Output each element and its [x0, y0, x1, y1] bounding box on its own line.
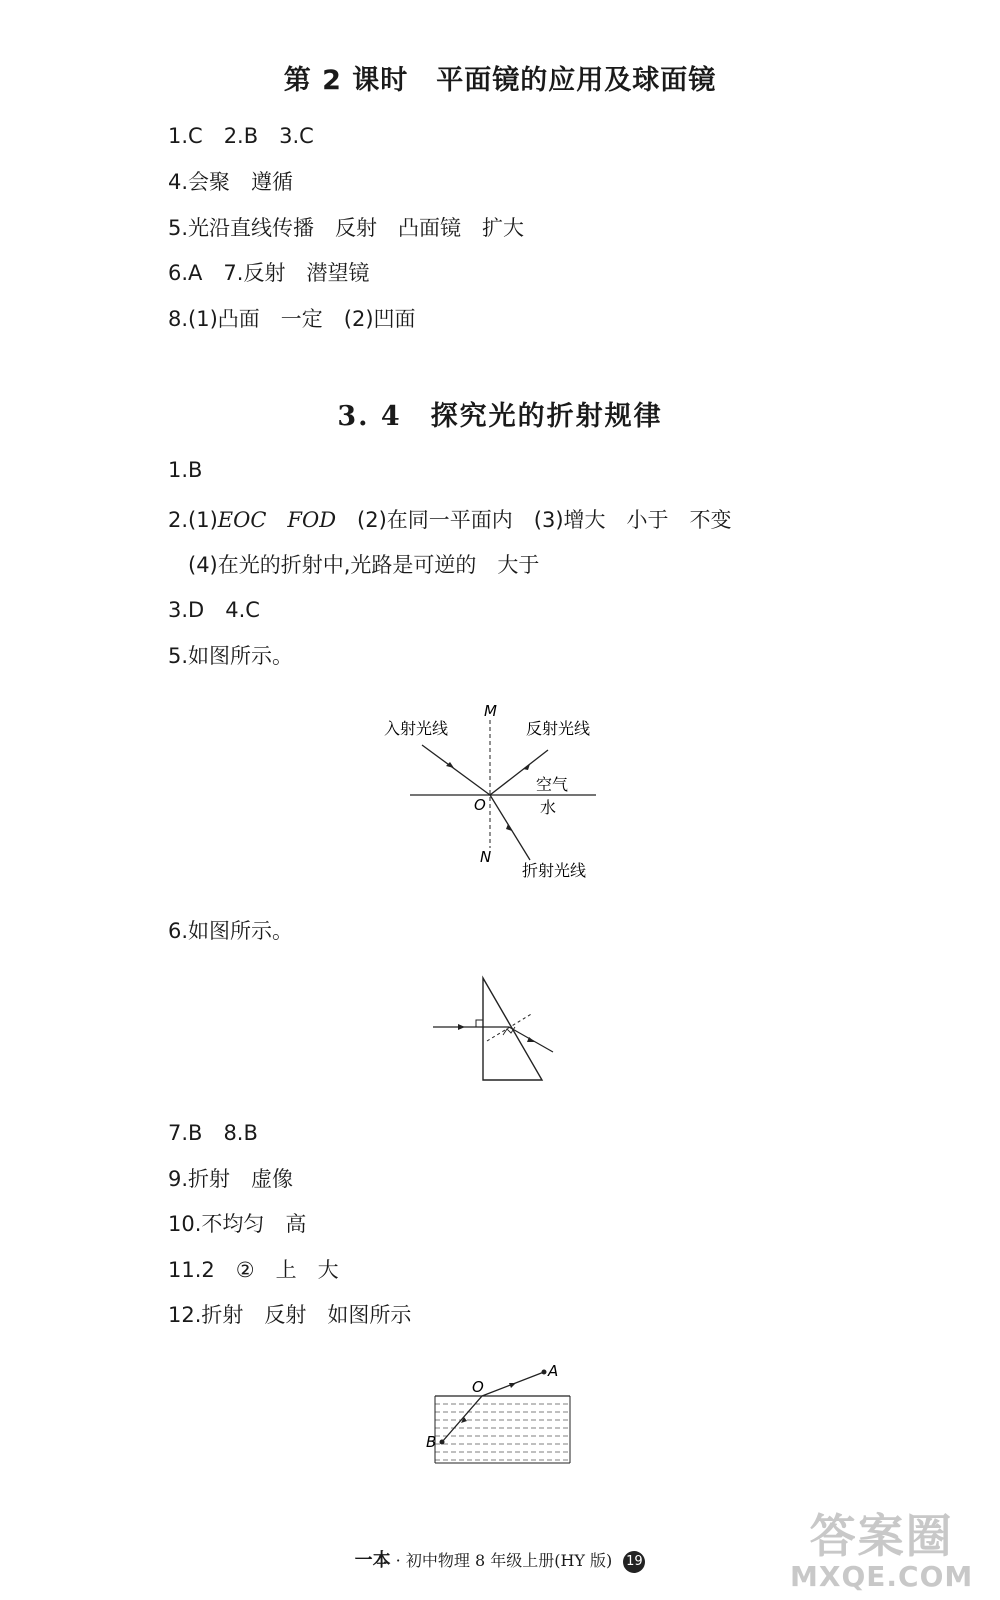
- right-angle-mark: [476, 1020, 483, 1027]
- label-a: A: [548, 1362, 559, 1380]
- label-air: 空气: [536, 775, 569, 794]
- watermark-top: 答案圈: [809, 1509, 954, 1563]
- reflected-arrow: [523, 764, 530, 770]
- answer-1: 1.B: [168, 458, 203, 482]
- incident-ray: [422, 745, 490, 795]
- point-b: [440, 1440, 445, 1445]
- label-reflected-ray: 反射光线: [526, 719, 591, 738]
- footer-dot: ·: [395, 1551, 401, 1570]
- footer-book-title: 初中物理 8 年级上册(HY 版): [405, 1551, 613, 1570]
- answer-2-line2: (4)在光的折射中,光路是可逆的 大于: [188, 553, 540, 577]
- ray-in-water: [442, 1396, 482, 1442]
- answer-2-rest: (2)在同一平面内 (3)增大 小于 不变: [357, 508, 732, 532]
- watermark: [790, 1509, 974, 1593]
- label-water: 水: [540, 798, 557, 817]
- label-m: M: [484, 702, 497, 720]
- label-n: N: [480, 848, 492, 866]
- air-ray-arrow: [509, 1383, 516, 1388]
- angle-eoc: EOC: [217, 508, 267, 532]
- label-refracted-ray: 折射光线: [522, 861, 587, 880]
- figure-5-refraction-diagram: [380, 700, 620, 885]
- lesson-title: 第 2 课时 平面镜的应用及球面镜: [283, 65, 717, 96]
- label-o: O: [472, 1378, 484, 1396]
- figure-6-prism-diagram: [425, 975, 565, 1085]
- answer-line-3: 5.光沿直线传播 反射 凸面镜 扩大: [168, 216, 525, 240]
- answer-2: [168, 504, 732, 534]
- answer-9: 9.折射 虚像: [168, 1167, 294, 1191]
- label-incident-ray: 入射光线: [384, 719, 449, 738]
- footer-brand: 一本: [354, 1550, 391, 1571]
- answer-line-5: 8.(1)凸面 一定 (2)凹面: [168, 307, 416, 331]
- answer-2-prefix: 2.(1): [168, 508, 218, 532]
- answer-10: 10.不均匀 高: [168, 1212, 307, 1236]
- page-number: 19: [623, 1551, 645, 1573]
- answer-line-2: 4.会聚 遵循: [168, 170, 294, 194]
- answer-3-4: 3.D 4.C: [168, 598, 260, 622]
- angle-fod: FOD: [287, 508, 337, 532]
- answer-line-4: 6.A 7.反射 潜望镜: [168, 261, 370, 285]
- label-o: O: [474, 796, 486, 814]
- incoming-arrow: [458, 1024, 465, 1030]
- answer-12: 12.折射 反射 如图所示: [168, 1303, 412, 1327]
- point-a: [542, 1370, 547, 1375]
- figure-12-water-diagram: [420, 1360, 590, 1475]
- section-title: 3. 4 探究光的折射规律: [337, 401, 663, 432]
- watermark-bottom: MXQE.COM: [790, 1560, 974, 1593]
- label-b: B: [426, 1433, 437, 1451]
- answer-5: 5.如图所示。: [168, 644, 294, 668]
- water-hatching: [435, 1404, 570, 1460]
- answer-11: 11.2 ② 上 大: [168, 1258, 339, 1282]
- answer-6: 6.如图所示。: [168, 919, 294, 943]
- answer-line-1: 1.C 2.B 3.C: [168, 124, 314, 148]
- answer-7-8: 7.B 8.B: [168, 1121, 258, 1145]
